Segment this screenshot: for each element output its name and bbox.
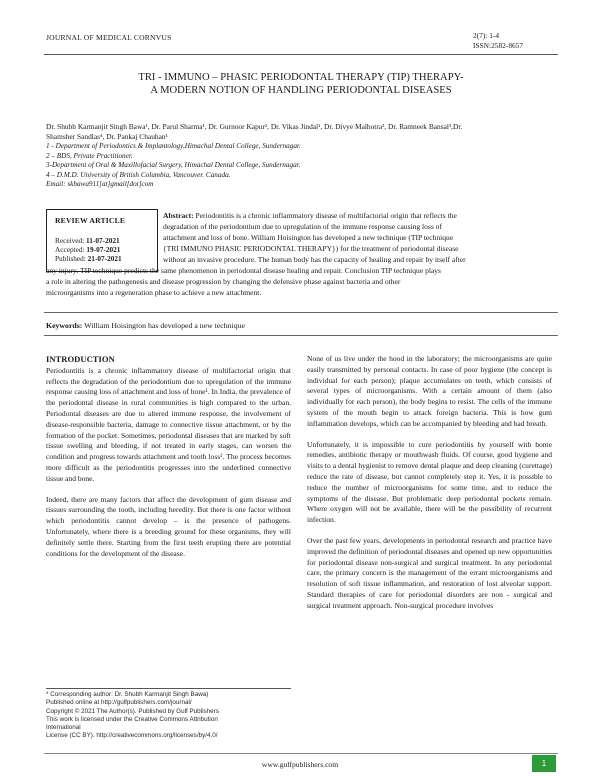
accepted-label: Accepted: <box>55 244 85 254</box>
abstract-line-8: microorganisms into a regeneration phase to achieve a new attachment. <box>46 288 262 298</box>
license-line-2: International <box>46 724 81 732</box>
accepted-date: 19-07-2021 <box>86 244 121 254</box>
license-url: License (CC BY). http://creativecommons.org/licenses/by/4.0/ <box>46 732 218 740</box>
published-label: Published: <box>55 253 86 263</box>
title-line-1: TRI - IMMUNO – PHASIC PERIODONTAL THERAPY (TIP) THERAPY- <box>138 72 464 83</box>
introduction-heading: INTRODUCTION <box>46 354 115 364</box>
received-date: 11-07-2021 <box>86 236 120 245</box>
affiliation-4: 4 – D.M.D. University of British Columbia, Vancouver. Canada. <box>46 170 231 179</box>
published-online: Published online at http://gulfpublishers.com/journal/ <box>46 699 192 707</box>
received-label: Received: <box>55 236 85 245</box>
abstract-line-7: a role in altering the pathogenesis and disease progression by changing the defensive phase against bacteria and other <box>46 277 401 287</box>
article-title <box>44 71 558 98</box>
intro-paragraph-2: Indeed, there are many factors that affect the development of gum disease and tissues surrounding the tooth, including heredity. But there is one factor without which periodontitis cannot develop – is the presence of pathogens. Unfortunately, where there is a breeding ground for these organisms, they will definitely settle there. Starting from the first teeth erupting there are potential conditions for the development of the disease. <box>46 494 291 558</box>
intro-paragraph-5: Over the past few years, developments in periodontal research and practice have improved the definition of periodontal diseases and opened up new opportunities for periodontal disease non-surgical and surgical treatment. In any periodontal care, the primary concern is the management of the errant microorganisms and resolution of soft tissue inflammation, and restoration of lost alveolar support. Standard therapies of care for periodontal disorders are non - surgical and surgical treatment approach. Non-surgical procedure involves <box>307 535 552 610</box>
publisher-website: www.gulfpublishers.com <box>261 760 339 769</box>
keywords-bottom-divider <box>44 335 558 336</box>
left-column <box>46 354 291 569</box>
intro-paragraph-3: None of us live under the hood in the laboratory; the microorganisms are quite easily transmitted by personal contacts. In case of poor hygiene (the concept is individual for each person); plaque accumulates on teeth, which consists of several types of microorganisms. With a certain amount of them (also individually for each person), the body begins to resist. The cells of the immune system of the mouth begin to attack foreign bacteria. This is how gum inflammation develops, which can be accompanied by bleeding and bad breath. <box>307 354 552 428</box>
journal-name: JOURNAL OF MEDICAL CORNVUS <box>46 33 172 42</box>
license-line-1: This work is licensed under the Creative Commons Attribution <box>46 715 218 723</box>
abstract-line-3: attachment and loss of bone. William Hoisington has developed a new technique (TIP technique <box>163 233 454 243</box>
abstract-line-1: Abstract: Periodontitis is a chronic inflammatory disease of multifactorial origin that reflects the <box>163 211 457 220</box>
review-article-box <box>46 209 158 272</box>
issn: ISSN:2582-8657 <box>473 41 524 50</box>
affiliations <box>46 142 558 190</box>
abstract-line-6: any injury. TIP technique predicts the same phenomenon in periodontal disease healing and repair. Conclusion TIP technique plays <box>46 266 441 275</box>
corresponding-author: * Corresponding author: Dr. Shubh Karmanjit Singh Bawa) <box>46 691 209 698</box>
right-column <box>307 354 552 622</box>
abstract-line-4: {TRI IMMUNO PHASIC PERIODONTAL THERAPY}) for the treatment of periodontal disease <box>163 244 459 254</box>
footer-divider <box>44 753 558 754</box>
review-article-label: REVIEW ARTICLE <box>55 216 126 225</box>
copyright-notice: Copyright © 2021 The Author(s). Published by Gulf Publishers <box>46 707 219 715</box>
journal-meta <box>473 31 523 51</box>
keywords-label: Keywords: <box>46 321 83 330</box>
author-list <box>46 122 558 141</box>
keywords <box>46 321 245 330</box>
footnote-divider <box>46 688 291 689</box>
volume-issue: 2(7): 1-4 <box>473 31 500 40</box>
affiliation-2: 2 – BDS, Private Practitioner. <box>46 151 133 160</box>
keywords-top-divider <box>44 312 558 313</box>
published-date: 21-07-2021 <box>87 253 122 263</box>
contact-email: Email: skbawa911[at]gmail[dot]com <box>46 180 154 189</box>
page-number: 1 <box>532 755 556 772</box>
affiliation-1: 1 - Department of Periodontics & Implantology,Himachal Dental College, Sundernagar. <box>46 142 301 150</box>
abstract-label: Abstract: <box>163 211 194 220</box>
affiliation-3: 3-Department of Oral & Maxillofacial Surgery, Himachal Dental College, Sundernagar. <box>46 161 301 170</box>
title-line-2: A MODERN NOTION OF HANDLING PERIODONTAL DISEASES <box>150 85 452 97</box>
abstract-line-5: without an invasive procedure. The human body has the capacity of healing and repair by itself after <box>163 255 466 265</box>
author-line-1: Dr. Shubh Karmanjit Singh Bawa¹, Dr. Parul Sharma¹, Dr. Gurnoor Kapur², Dr. Vikas Jindal¹, Dr. Divye Malhotra³, Dr. Ramneek Bansal³,Dr. <box>46 122 463 131</box>
header-divider <box>44 54 558 55</box>
footnote <box>46 691 291 741</box>
author-line-2: Shamsher Sandlas⁴, Dr. Pankaj Chauhan¹ <box>46 131 168 141</box>
keywords-text: William Hoisington has developed a new technique <box>84 321 245 330</box>
intro-paragraph-1: Periodontitis is a chronic inflammatory disease of multifactorial origin that reflects the degradation of the periodontium due to upregulation of the immune response causing loss of attachment and loss of bone¹. In India, the prevalence of the periodontal disease in rural communities is high compared to the urban. Periodontal diseases are due to altered immune response, the involvement of disease-responsible bacteria, damage to connective tissue attachment, or by the formation of the pocket. Sometimes, periodontal diseases that are marked by soft tissue swelling and bleeding, if not treated in early stages, can worsen the condition and progress towards attachment and tooth loss². The process becomes more difficult as the periodontitis progresses into the underlined connective tissue and bone. <box>46 365 291 483</box>
published-date-row <box>55 255 157 264</box>
abstract-line-2: degradation of the periodontium due to upregulation of the immune response causing loss of <box>163 222 442 232</box>
intro-paragraph-4: Unfortunately, it is impossible to cure periodontitis by yourself with home remedies, antibiotic therapy or mouthwash fluids. Of course, good hygiene and visits to a dental hygienist to remove dental plaque and deep cleaning (curettage) reduce the rate of disease, but cannot completely stop it. Yes, it is possible to reduce the number of microorganisms for some time, and to reduce the symptoms of the disease. But problematic deep periodontal pockets remain. Where oxygen will not be available, there will be the possibility of recurrent infection. <box>307 439 552 525</box>
abstract-top <box>163 210 558 265</box>
abstract-bottom <box>46 265 558 298</box>
